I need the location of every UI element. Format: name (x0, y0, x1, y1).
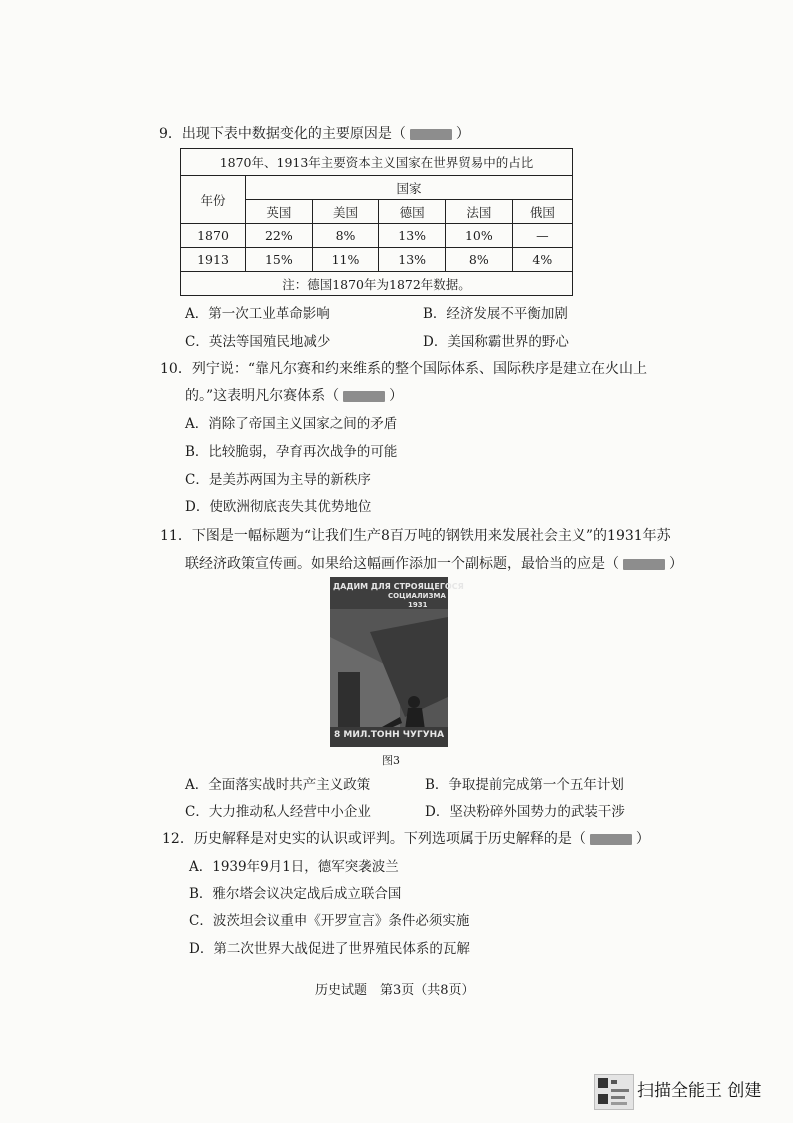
country-cell: 德国 (379, 200, 446, 224)
q11-stem-line1: 11．下图是一幅标题为“让我们生产8百万吨的钢铁用来发展社会主义”的1931年苏 (160, 528, 671, 544)
q11-option-a: A．全面落实战时共产主义政策 (185, 777, 371, 793)
q11-option-b: B．争取提前完成第一个五年计划 (425, 777, 624, 793)
page-footer: 历史试题 第3页（共8页） (315, 983, 475, 998)
q12-option-b: B．雅尔塔会议决定战后成立联合国 (189, 886, 402, 902)
value-cell: 10% (446, 224, 513, 248)
country-cell: 俄国 (512, 200, 572, 224)
year-cell: 1870 (181, 224, 246, 248)
value-cell: 22% (246, 224, 313, 248)
value-cell: 13% (379, 224, 446, 248)
q9-answer-blank (410, 129, 452, 140)
qr-code-icon (595, 1075, 633, 1109)
country-cell: 英国 (246, 200, 313, 224)
table-caption: 1870年、1913年主要资本主义国家在世界贸易中的占比 (181, 149, 573, 176)
poster-year: 1931 (408, 601, 428, 609)
table-row (181, 224, 573, 248)
q9-option-a: A．第一次工业革命影响 (185, 306, 330, 322)
value-cell: 11% (312, 248, 379, 272)
country-cell: 法国 (446, 200, 513, 224)
country-cell: 美国 (312, 200, 379, 224)
q10-stem-close: ） (389, 388, 404, 404)
q10-option-a: A．消除了帝国主义国家之间的矛盾 (185, 416, 398, 432)
poster-top-line2: СОЦИАЛИЗМА (388, 592, 446, 600)
poster-bottom-text: 8 МИЛ.ТОНН ЧУГУНА (334, 730, 445, 740)
q10-option-c: C．是美苏两国为主导的新秩序 (185, 472, 371, 488)
poster-top-line1: ДАДИМ ДЛЯ СТРОЯЩЕГОСЯ (333, 582, 464, 591)
q9-stem (159, 125, 470, 143)
q9-stem-text: 9．出现下表中数据变化的主要原因是（ (159, 126, 406, 142)
figure-caption: 图3 (382, 754, 400, 767)
scanner-logo (594, 1074, 634, 1110)
q10-answer-blank (343, 391, 385, 402)
trade-share-table (180, 148, 573, 296)
q10-option-d: D．使欧洲彻底丧失其优势地位 (185, 499, 372, 515)
q11-stem-text: 联经济政策宣传画。如果给这幅画作添加一个副标题，最恰当的应是（ (185, 556, 619, 572)
q12-stem-text: 12．历史解释是对史实的认识或评判。下列选项属于历史解释的是（ (162, 831, 586, 847)
q9-stem-close: ） (455, 126, 470, 142)
year-cell: 1913 (181, 248, 246, 272)
q10-option-b: B．比较脆弱，孕育再次战争的可能 (185, 444, 398, 460)
scanner-watermark: 扫描全能王 创建 (637, 1081, 762, 1101)
q10-stem-text: 的。”这表明凡尔赛体系（ (185, 388, 340, 404)
q11-answer-blank (623, 559, 665, 570)
table-note: 注：德国1870年为1872年数据。 (181, 272, 573, 296)
q12-option-d: D．第二次世界大战促进了世界殖民体系的瓦解 (189, 941, 470, 957)
q9-option-c: C．英法等国殖民地减少 (185, 334, 331, 350)
value-cell: 15% (246, 248, 313, 272)
q11-stem-line2 (185, 555, 683, 573)
q12-stem-close: ） (635, 831, 650, 847)
value-cell: 4% (512, 248, 572, 272)
value-cell: 8% (312, 224, 379, 248)
q12-stem (162, 830, 650, 848)
q9-option-b: B．经济发展不平衡加剧 (423, 306, 568, 322)
value-cell: 8% (446, 248, 513, 272)
q12-answer-blank (590, 834, 632, 845)
q9-option-d: D．美国称霸世界的野心 (423, 334, 569, 350)
poster-artwork (330, 577, 448, 747)
year-header: 年份 (181, 176, 246, 224)
q11-stem-close: ） (669, 556, 683, 572)
country-header: 国家 (246, 176, 573, 200)
table-row (181, 248, 573, 272)
q12-option-c: C．波茨坦会议重申《开罗宣言》条件必须实施 (189, 913, 470, 929)
soviet-poster-image (330, 577, 464, 747)
value-cell: 13% (379, 248, 446, 272)
q10-stem-line2 (185, 387, 403, 405)
q10-stem-line1: 10．列宁说：“靠凡尔赛和约来维系的整个国际体系、国际秩序是建立在火山上 (160, 361, 647, 377)
q11-option-c: C．大力推动私人经营中小企业 (185, 804, 371, 820)
value-cell: — (512, 224, 572, 248)
q11-option-d: D．坚决粉碎外国势力的武装干涉 (425, 804, 625, 820)
q12-option-a: A．1939年9月1日，德军突袭波兰 (189, 859, 399, 875)
